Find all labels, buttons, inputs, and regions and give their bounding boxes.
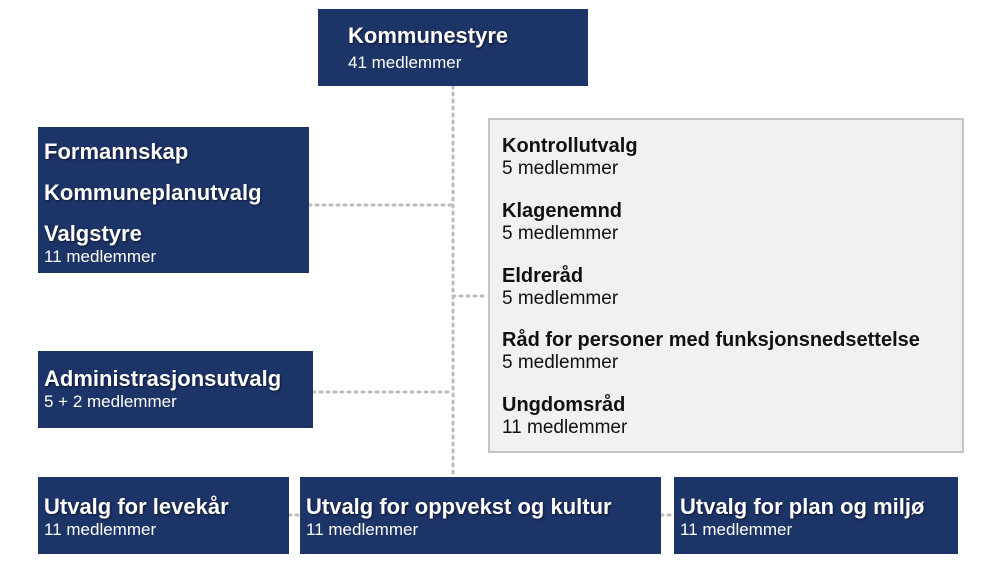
- utvalg-oppvekst-title: Utvalg for oppvekst og kultur: [306, 494, 612, 519]
- administrasjonsutvalg-members: 5 + 2 medlemmer: [44, 392, 177, 411]
- utvalg-oppvekst-box: [300, 477, 661, 554]
- funksjonsnedsettelse-members: 5 medlemmer: [502, 352, 619, 373]
- utvalg-levekar-members: 11 medlemmer: [44, 520, 157, 539]
- panel-item-ungdomsrad: [502, 394, 627, 439]
- panel-item-kontrollutvalg: [502, 135, 638, 180]
- utvalg-plan-members: 11 medlemmer: [680, 520, 793, 539]
- kommunestyre-members: 41 medlemmer: [348, 53, 462, 72]
- utvalg-oppvekst-members: 11 medlemmer: [306, 520, 419, 539]
- panel-item-eldrerad: [502, 265, 618, 310]
- panel-item-funksjonsnedsettelse: [502, 329, 920, 374]
- utvalg-plan-title: Utvalg for plan og miljø: [680, 494, 925, 519]
- utvalg-levekar-title: Utvalg for levekår: [44, 494, 229, 519]
- kontrollutvalg-title: Kontrollutvalg: [502, 135, 638, 157]
- eldrerad-title: Eldreråd: [502, 265, 584, 287]
- councils-panel: [488, 118, 964, 453]
- ungdomsrad-title: Ungdomsråd: [502, 394, 626, 416]
- kontrollutvalg-members: 5 medlemmer: [502, 158, 619, 179]
- valgstyre-title: Valgstyre: [44, 221, 142, 246]
- formannskap-group-box: [38, 127, 309, 273]
- funksjonsnedsettelse-title: Råd for personer med funksjonsnedsettelse: [502, 329, 920, 351]
- klagenemnd-title: Klagenemnd: [502, 200, 623, 222]
- formannskap-group-members: 11 medlemmer: [44, 247, 157, 266]
- kommuneplanutvalg-title: Kommuneplanutvalg: [44, 180, 262, 205]
- administrasjonsutvalg-title: Administrasjonsutvalg: [44, 366, 282, 391]
- ungdomsrad-members: 11 medlemmer: [502, 417, 628, 438]
- klagenemnd-members: 5 medlemmer: [502, 223, 619, 244]
- panel-item-klagenemnd: [502, 200, 622, 245]
- kommunestyre-box: [318, 9, 588, 86]
- administrasjonsutvalg-box: [38, 351, 313, 428]
- eldrerad-members: 5 medlemmer: [502, 288, 619, 309]
- utvalg-plan-box: [674, 477, 958, 554]
- utvalg-levekar-box: [38, 477, 289, 554]
- kommunestyre-title: Kommunestyre: [348, 23, 509, 48]
- formannskap-title: Formannskap: [44, 139, 189, 164]
